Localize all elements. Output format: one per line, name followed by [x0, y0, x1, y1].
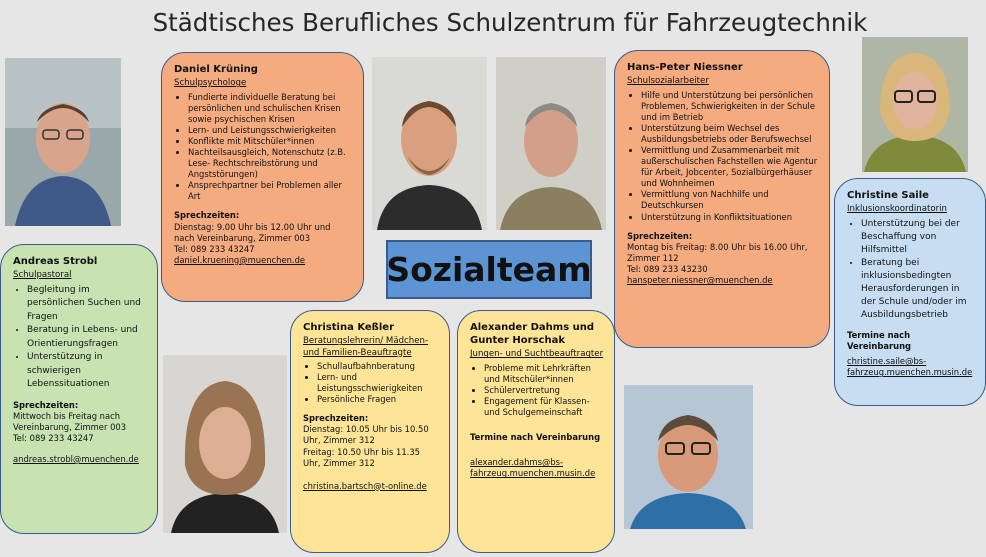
list-item: • Unterstützung in Konfliktsituationen — [641, 212, 819, 223]
phone-line: Tel: 089 233 43247 — [174, 243, 255, 254]
appointment-note: Termine nach Vereinbarung — [470, 432, 601, 443]
hours-line: Dienstag: 10.05 Uhr bis 10.50 Uhr, Zimmer 312 — [303, 424, 429, 446]
email-link[interactable]: hanspeter.niessner@muenchen.de — [627, 275, 773, 286]
service-list — [847, 218, 975, 322]
photo-christina-kessler — [163, 355, 287, 533]
list-item: • Begleitung im persönlichen Suchen und Fragen — [27, 284, 147, 325]
list-item: • Vermittlung von Nachhilfe und Deutschkursen — [641, 189, 819, 211]
card-andreas-strobl — [0, 244, 158, 534]
list-item: • Hilfe und Unterstützung bei persönlichen Problemen, Schwierigkeiten in der Schule und im Betrieb — [641, 90, 819, 123]
phone-line: Tel: 089 233 43230 — [627, 263, 708, 274]
list-item: • Konflikte mit Mitschüler*innen — [188, 136, 353, 147]
list-item: • Beratung bei inklusionsbedingten Herausforderungen in der Schule und/oder im Ausbildungsbetrieb — [861, 257, 975, 322]
card-daniel-kruening — [161, 52, 364, 302]
person-role: Inklusionskoordinatorin — [847, 204, 947, 215]
card-hans-peter-niessner — [614, 50, 830, 348]
person-role: Schulpsychologe — [174, 78, 247, 89]
hours-label: Sprechzeiten: — [303, 413, 369, 424]
list-item: • Nachteilsausgleich, Notenschutz (z.B. Lese- Rechtschreibstörung und Angststörungen) — [188, 147, 353, 180]
list-item: • Fundierte individuelle Beratung bei persönlichen und schulischen Krisen sowie psychischen Krisen — [188, 92, 353, 125]
list-item: • Engagement für Klassen- und Schulgemeinschaft — [484, 396, 604, 418]
list-item: • Vermittlung und Zusammenarbeit mit außerschulischen Fachstellen wie Agentur für Arbeit, Jobcenter, Sozialbürgerhäuser und Wohnheimen — [641, 145, 819, 189]
page-title: Städtisches Berufliches Schulzentrum für Fahrzeugtechnik — [152, 8, 868, 37]
person-name: Daniel Krüning — [174, 64, 258, 75]
person-name: Christina Keßler — [303, 322, 395, 333]
list-item: • Persönliche Fragen — [317, 394, 439, 405]
person-role: Schulsozialarbeiter — [627, 76, 709, 87]
email-link[interactable]: daniel.kruening@muenchen.de — [174, 254, 306, 265]
hours-label: Sprechzeiten: — [627, 230, 693, 241]
list-item: • Lern- und Leistungsschwierigkeiten — [188, 125, 353, 136]
card-alexander-dahms — [457, 310, 615, 553]
list-item: • Unterstützung bei der Beschaffung von Hilfsmittel — [861, 218, 975, 257]
hours-line: Mittwoch bis Freitag nach Vereinbarung, Zimmer 003 — [13, 410, 127, 432]
person-name: Hans-Peter Niessner — [627, 62, 743, 73]
hours-line: Montag bis Freitag: 8.00 Uhr bis 16.00 Uhr, Zimmer 112 — [627, 241, 808, 263]
photo-christine-saile — [862, 37, 968, 172]
list-item: • Unterstützung beim Wechsel des Ausbildungsbetriebs oder Berufswechsel — [641, 123, 819, 145]
person-role: Beratungslehrerin/ Mädchen- und Familien-Beauftragte — [303, 336, 429, 358]
phone-line: Tel: 089 233 43247 — [13, 432, 94, 443]
hours-label: Sprechzeiten: — [174, 210, 240, 221]
photo-daniel-kruening — [372, 57, 487, 230]
email-link[interactable]: christina.bartsch@t-online.de — [303, 480, 427, 491]
email-link[interactable]: andreas.strobl@muenchen.de — [13, 453, 139, 464]
photo-hans-peter-niessner — [496, 57, 606, 230]
list-item: • Ansprechpartner bei Problemen aller Art — [188, 180, 353, 202]
person-role: Jungen- und Suchtbeauftragter — [470, 349, 604, 360]
sozialteam-banner: Sozialteam — [386, 240, 592, 299]
list-item: • Probleme mit Lehrkräften und Mitschüler*innen — [484, 363, 604, 385]
person-name: Christine Saile — [847, 190, 929, 201]
list-item: • Schullaufbahnberatung — [317, 361, 439, 372]
card-christina-kessler — [290, 310, 450, 553]
service-list — [627, 90, 819, 223]
service-list — [13, 284, 147, 392]
card-christine-saile — [834, 178, 986, 406]
list-item: • Schülervertretung — [484, 385, 604, 396]
email-link[interactable]: alexander.dahms@bs-fahrzeug.muenchen.musin.de — [470, 457, 596, 479]
email-link[interactable]: christine.saile@bs-fahrzeug.muenchen.musin.de — [847, 356, 973, 378]
service-list — [174, 92, 353, 203]
service-list — [303, 361, 439, 405]
hours-label: Sprechzeiten: — [13, 399, 79, 410]
service-list — [470, 363, 604, 418]
appointment-note: Termine nach Vereinbarung — [847, 329, 912, 351]
list-item: • Beratung in Lebens- und Orientierungsfragen — [27, 324, 147, 351]
hours-line: Freitag: 10.50 Uhr bis 11.35 Uhr, Zimmer 312 — [303, 446, 420, 468]
hours-line: Dienstag: 9.00 Uhr bis 12.00 Uhr und nach Vereinbarung, Zimmer 003 — [174, 221, 331, 243]
list-item: • Lern- und Leistungsschwierigkeiten — [317, 372, 439, 394]
list-item: • Unterstützung in schwierigen Lebenssituationen — [27, 351, 147, 392]
photo-andreas-strobl — [5, 58, 121, 226]
person-name: Andreas Strobl — [13, 256, 98, 267]
person-role: Schulpastoral — [13, 270, 72, 281]
person-name: Alexander Dahms und Gunter Horschak — [470, 322, 595, 347]
photo-alexander-dahms — [624, 385, 753, 529]
